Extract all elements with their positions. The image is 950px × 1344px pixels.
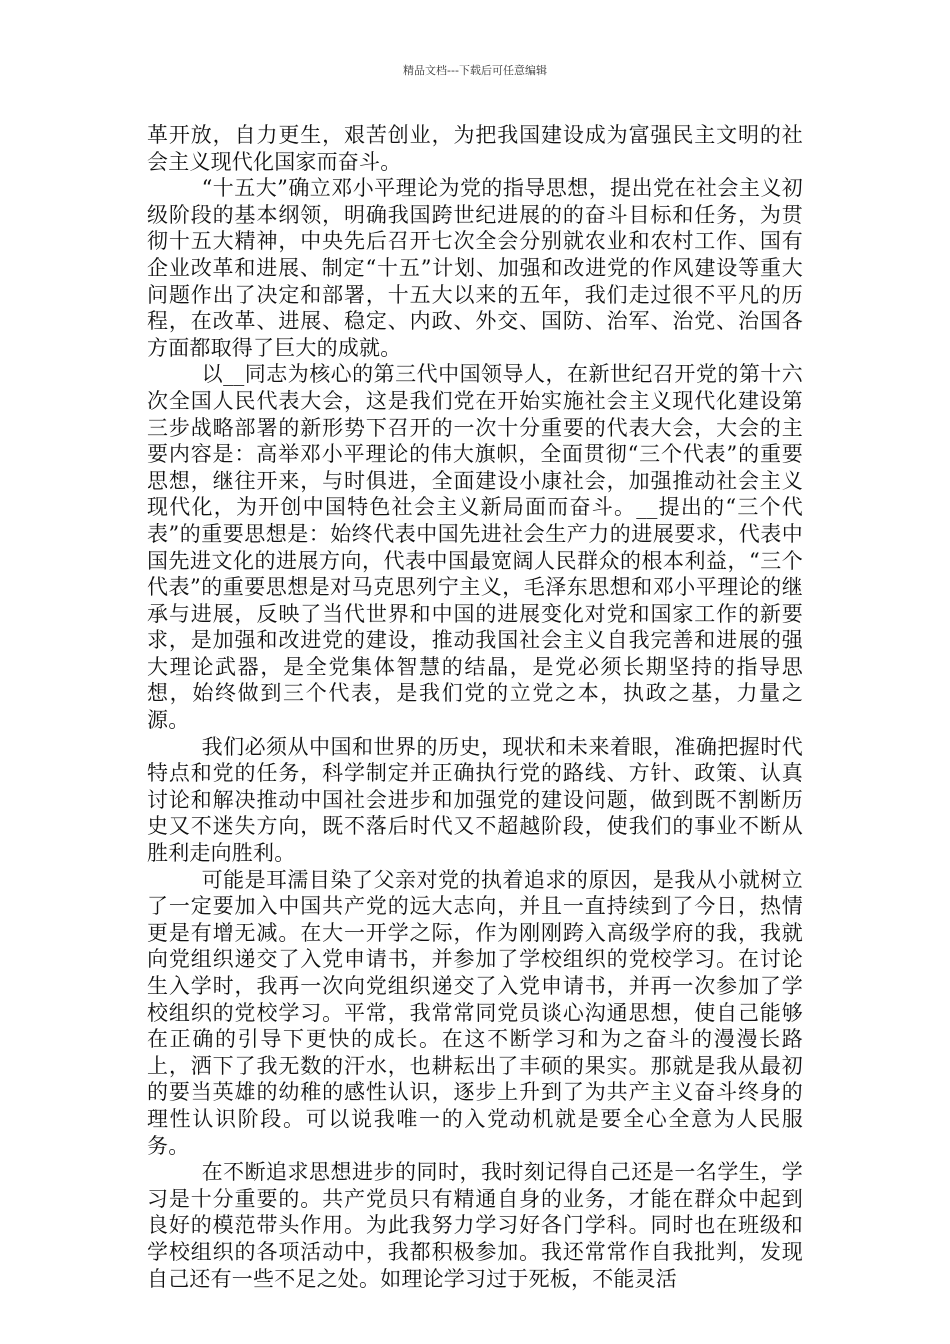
paragraph-4: 我们必须从中国和世界的历史，现状和未来着眼，准确把握时代特点和党的任务，科学制定并正确执行党的路线、方针、政策、认真讨论和解决推动中国社会进步和加强党的建设问题，做到既不割断历史又不迷失方向，既不落后时代又不超越阶段，使我们的事业不断从胜利走向胜利。	[147, 734, 803, 866]
paragraph-3: 以__同志为核心的第三代中国领导人，在新世纪召开党的第十六次全国人民代表大会，这是我们党在开始实施社会主义现代化建设第三步战略部署的新形势下召开的一次十分重要的代表大会，大会的主要内容是：高举邓小平理论的伟大旗帜，全面贯彻“三个代表”的重要思想，继往开来，与时俱进，全面建设小康社会，加强推动社会主义现代化，为开创中国特色社会主义新局面而奋斗。__提出的“三个代表”的重要思想是：始终代表中国先进社会生产力的进展要求，代表中国先进文化的进展方向，代表中国最宽阔人民群众的根本利益，“三个代表”的重要思想是对马克思列宁主义，毛泽东思想和邓小平理论的继承与进展，反映了当代世界和中国的进展变化对党和国家工作的新要求，是加强和改进党的建设，推动我国社会主义自我完善和进展的强大理论武器，是全党集体智慧的结晶，是党必须长期坚持的指导思想，始终做到三个代表，是我们党的立党之本，执政之基，力量之源。	[147, 362, 803, 733]
paragraph-2: “十五大”确立邓小平理论为党的指导思想，提出党在社会主义初级阶段的基本纲领，明确我国跨世纪进展的的奋斗目标和任务，为贯彻十五大精神，中央先后召开七次全会分别就农业和农村工作、国有企业改革和进展、制定“十五”计划、加强和改进党的作风建设等重大问题作出了决定和部署，十五大以来的五年，我们走过很不平凡的历程，在改革、进展、稳定、内政、外交、国防、治军、治党、治国各方面都取得了巨大的成就。	[147, 176, 803, 360]
paragraph-1: 革开放，自力更生，艰苦创业，为把我国建设成为富强民主文明的社会主义现代化国家而奋斗。	[147, 123, 803, 174]
paragraph-5: 可能是耳濡目染了父亲对党的执着追求的原因，是我从小就树立了一定要加入中国共产党的远大志向，并且一直持续到了今日，热情更是有增无减。在大一开学之际，作为刚刚跨入高级学府的我，我就向党组织递交了入党申请书，并参加了学校组织的党校学习。在讨论生入学时，我再一次向党组织递交了入党申请书，并再一次参加了学校组织的党校学习。平常，我常常同党员谈心沟通思想，使自己能够在正确的引导下更快的成长。在这不断学习和为之奋斗的漫漫长路上，洒下了我无数的汗水，也耕耘出了丰硕的果实。那就是我从最初的要当英雄的幼稚的感性认识，逐步上升到了为共产主义奋斗终身的理性认识阶段。可以说我唯一的入党动机就是要全心全意为人民服务。	[147, 867, 803, 1158]
page-header: 精品文档---下载后可任意编辑	[403, 64, 547, 77]
document-body	[147, 122, 803, 1292]
paragraph-6: 在不断追求思想进步的同时，我时刻记得自己还是一名学生，学习是十分重要的。共产党员只有精通自身的业务，才能在群众中起到良好的模范带头作用。为此我努力学习好各门学科。同时也在班级和学校组织的各项活动中，我都积极参加。我还常常作自我批判，发现自己还有一些不足之处。如理论学习过于死板，不能灵活	[147, 1160, 803, 1291]
